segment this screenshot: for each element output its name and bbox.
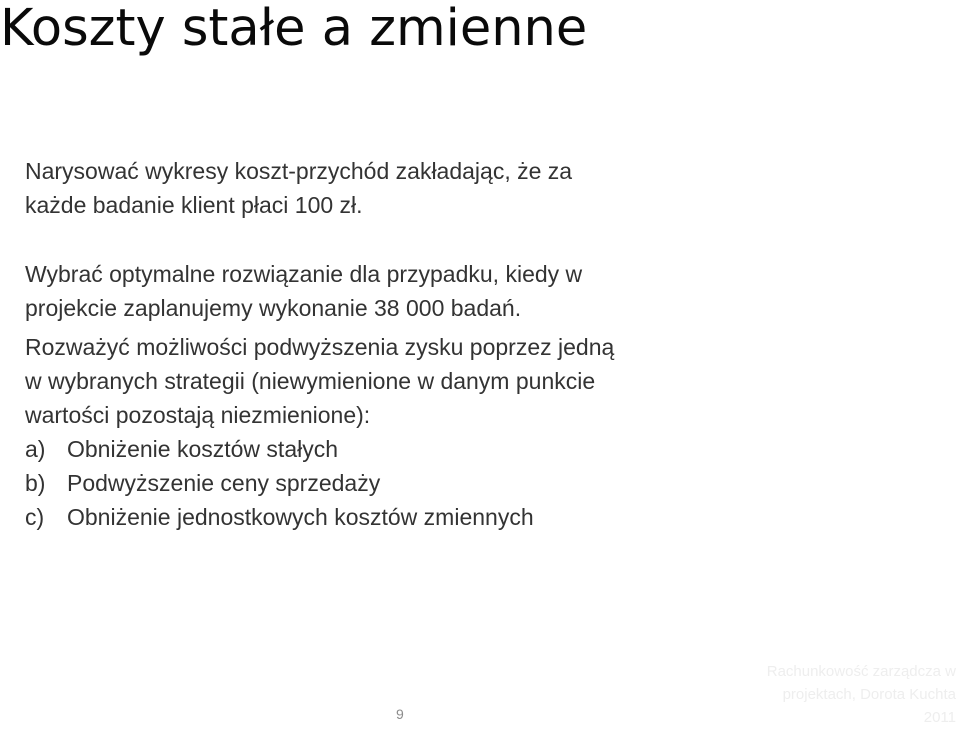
- page-number: 9: [396, 706, 404, 722]
- paragraph-1-line-2: każde badanie klient płaci 100 zł.: [25, 192, 363, 218]
- list-item-text: Obniżenie kosztów stałych: [67, 436, 339, 462]
- paragraph-3-line-1: Rozważyć możliwości podwyższenia zysku poprzez jedną: [25, 334, 615, 360]
- footer-credit-line-1: Rachunkowość zarządcza w: [766, 663, 956, 680]
- footer-credit-line-2: projektach, Dorota Kuchta: [782, 686, 956, 703]
- footer-credit-line-3: 2011: [923, 709, 956, 726]
- paragraph-2-line-1: Wybrać optymalne rozwiązanie dla przypadku, kiedy w: [25, 261, 583, 287]
- paragraph-1-line-1: Narysować wykresy koszt-przychód zakładając, że za: [25, 158, 573, 184]
- list-item-c: [25, 503, 534, 531]
- list-item-text: Obniżenie jednostkowych kosztów zmiennych: [67, 504, 534, 530]
- paragraph-3-line-3: wartości pozostają niezmienione):: [25, 402, 371, 428]
- list-item-b: [25, 469, 380, 497]
- paragraph-3-line-2: w wybranych strategii (niewymienione w danym punkcie: [25, 368, 596, 394]
- list-marker: b): [25, 470, 46, 496]
- list-marker: a): [25, 436, 46, 462]
- paragraph-2-line-2: projekcie zaplanujemy wykonanie 38 000 badań.: [25, 295, 522, 321]
- list-item-text: Podwyższenie ceny sprzedaży: [67, 470, 381, 496]
- list-marker: c): [25, 504, 45, 530]
- footer-credit: [767, 660, 956, 729]
- list-item-a: [25, 435, 338, 463]
- slide-title: Koszty stałe a zmienne: [0, 0, 588, 58]
